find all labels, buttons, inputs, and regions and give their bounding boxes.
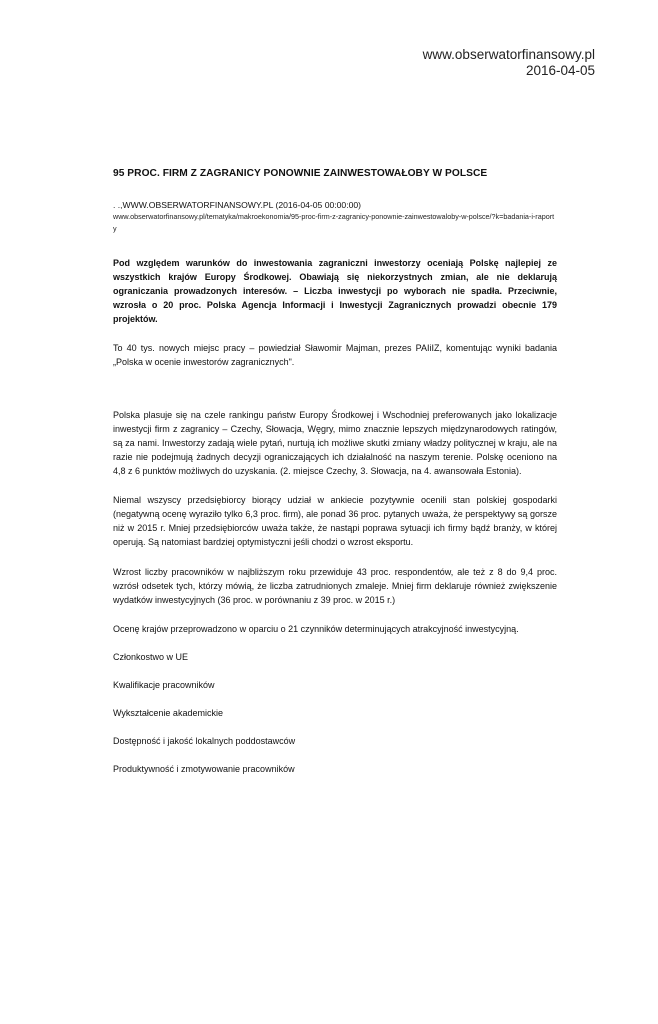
factor-item: Kwalifikacje pracowników <box>113 680 215 690</box>
publication-date: 2016-04-05 <box>525 63 595 78</box>
body-paragraph: Wzrost liczby pracowników w najbliższym roku przewiduje 43 proc. respondentów, ale też z 8 do 9,4 proc. wzrósł odsetek tych, którzy mówią, że liczba zatrudnionych zmaleje. Mniej firm deklaruje również zwiększenie wydatków inwestycyjnych (36 proc. w porównaniu z 39 proc. w 2015 r.) <box>113 567 557 605</box>
body-paragraph: Ocenę krajów przeprowadzono w oparciu o 21 czynników determinujących atrakcyjność inwestycyjną. <box>113 624 519 634</box>
article <box>113 168 557 776</box>
factor-item: Dostępność i jakość lokalnych poddostawców <box>113 736 296 746</box>
article-title: 95 PROC. FIRM Z ZAGRANICY PONOWNIE ZAINWESTOWAŁOBY W POLSCE <box>113 168 488 179</box>
document-header <box>423 47 595 79</box>
factor-item: Członkostwo w UE <box>113 652 189 662</box>
factor-item: Wykształcenie akademickie <box>113 708 223 718</box>
body-paragraph: To 40 tys. nowych miejsc pracy – powiedział Sławomir Majman, prezes PAIiIZ, komentując wyniki badania „Polska w ocenie inwestorów zagranicznych". <box>113 343 557 367</box>
lead-paragraph: Pod względem warunków do inwestowania zagraniczni inwestorzy oceniają Polskę najlepiej ze wszystkich krajów Europy Środkowej. Obawiają się niekorzystnych zmian, ale nie deklarują ograniczania prowadzonych interesów. – Liczba inwestycji po wyborach nie spadła. Przeciwnie, wzrosła o 20 proc. Polska Agencja Informacji i Inwestycji Zagranicznych prowadzi obecnie 179 projektów. <box>113 258 557 324</box>
site-url: www.obserwatorfinansowy.pl <box>422 47 595 62</box>
article-url: www.obserwatorfinansowy.pl/tematyka/makroekonomia/95-proc-firm-z-zagranicy-ponownie-zainwestowaloby-w-polsce/?k=badania-i-raporty <box>113 212 555 233</box>
body-paragraph: Niemal wszyscy przedsiębiorcy biorący udział w ankiecie pozytywnie ocenili stan polskiej gospodarki (negatywną ocenę wyraziło tylko 6,3 proc. firm), ale ponad 36 proc. pytanych uważa, że perspektywy są gorsze niż w 2015 r. Mniej przedsiębiorców uważa także, że nastąpi poprawa sytuacji ich firmy bądź branży, w której operują. Są natomiast bardziej optymistyczni jeśli chodzi o wzrost eksportu. <box>113 495 557 547</box>
factor-item: Produktywność i zmotywowanie pracowników <box>113 764 295 774</box>
body-paragraph: Polska plasuje się na czele rankingu państw Europy Środkowej i Wschodniej preferowanych jako lokalizacje inwestycji firm z zagranicy – Czechy, Słowacja, Węgry, mimo znacznie lepszych międzynarodowych ratingów, są za nami. Inwestorzy zadają wiele pytań, nurtują ich możliwe skutki zmiany władzy politycznej w kraju, ale na razie nie podejmują żadnych decyzji ograniczających ich działalność na naszym terenie. Polskę oceniono na 4,8 z 6 punktów możliwych do uzyskania. (2. miejsce Czechy, 3. Słowacja, na 4. awansowała Estonia). <box>113 410 557 476</box>
source-line: . .,WWW.OBSERWATORFINANSOWY.PL (2016-04-05 00:00:00) <box>113 200 362 210</box>
